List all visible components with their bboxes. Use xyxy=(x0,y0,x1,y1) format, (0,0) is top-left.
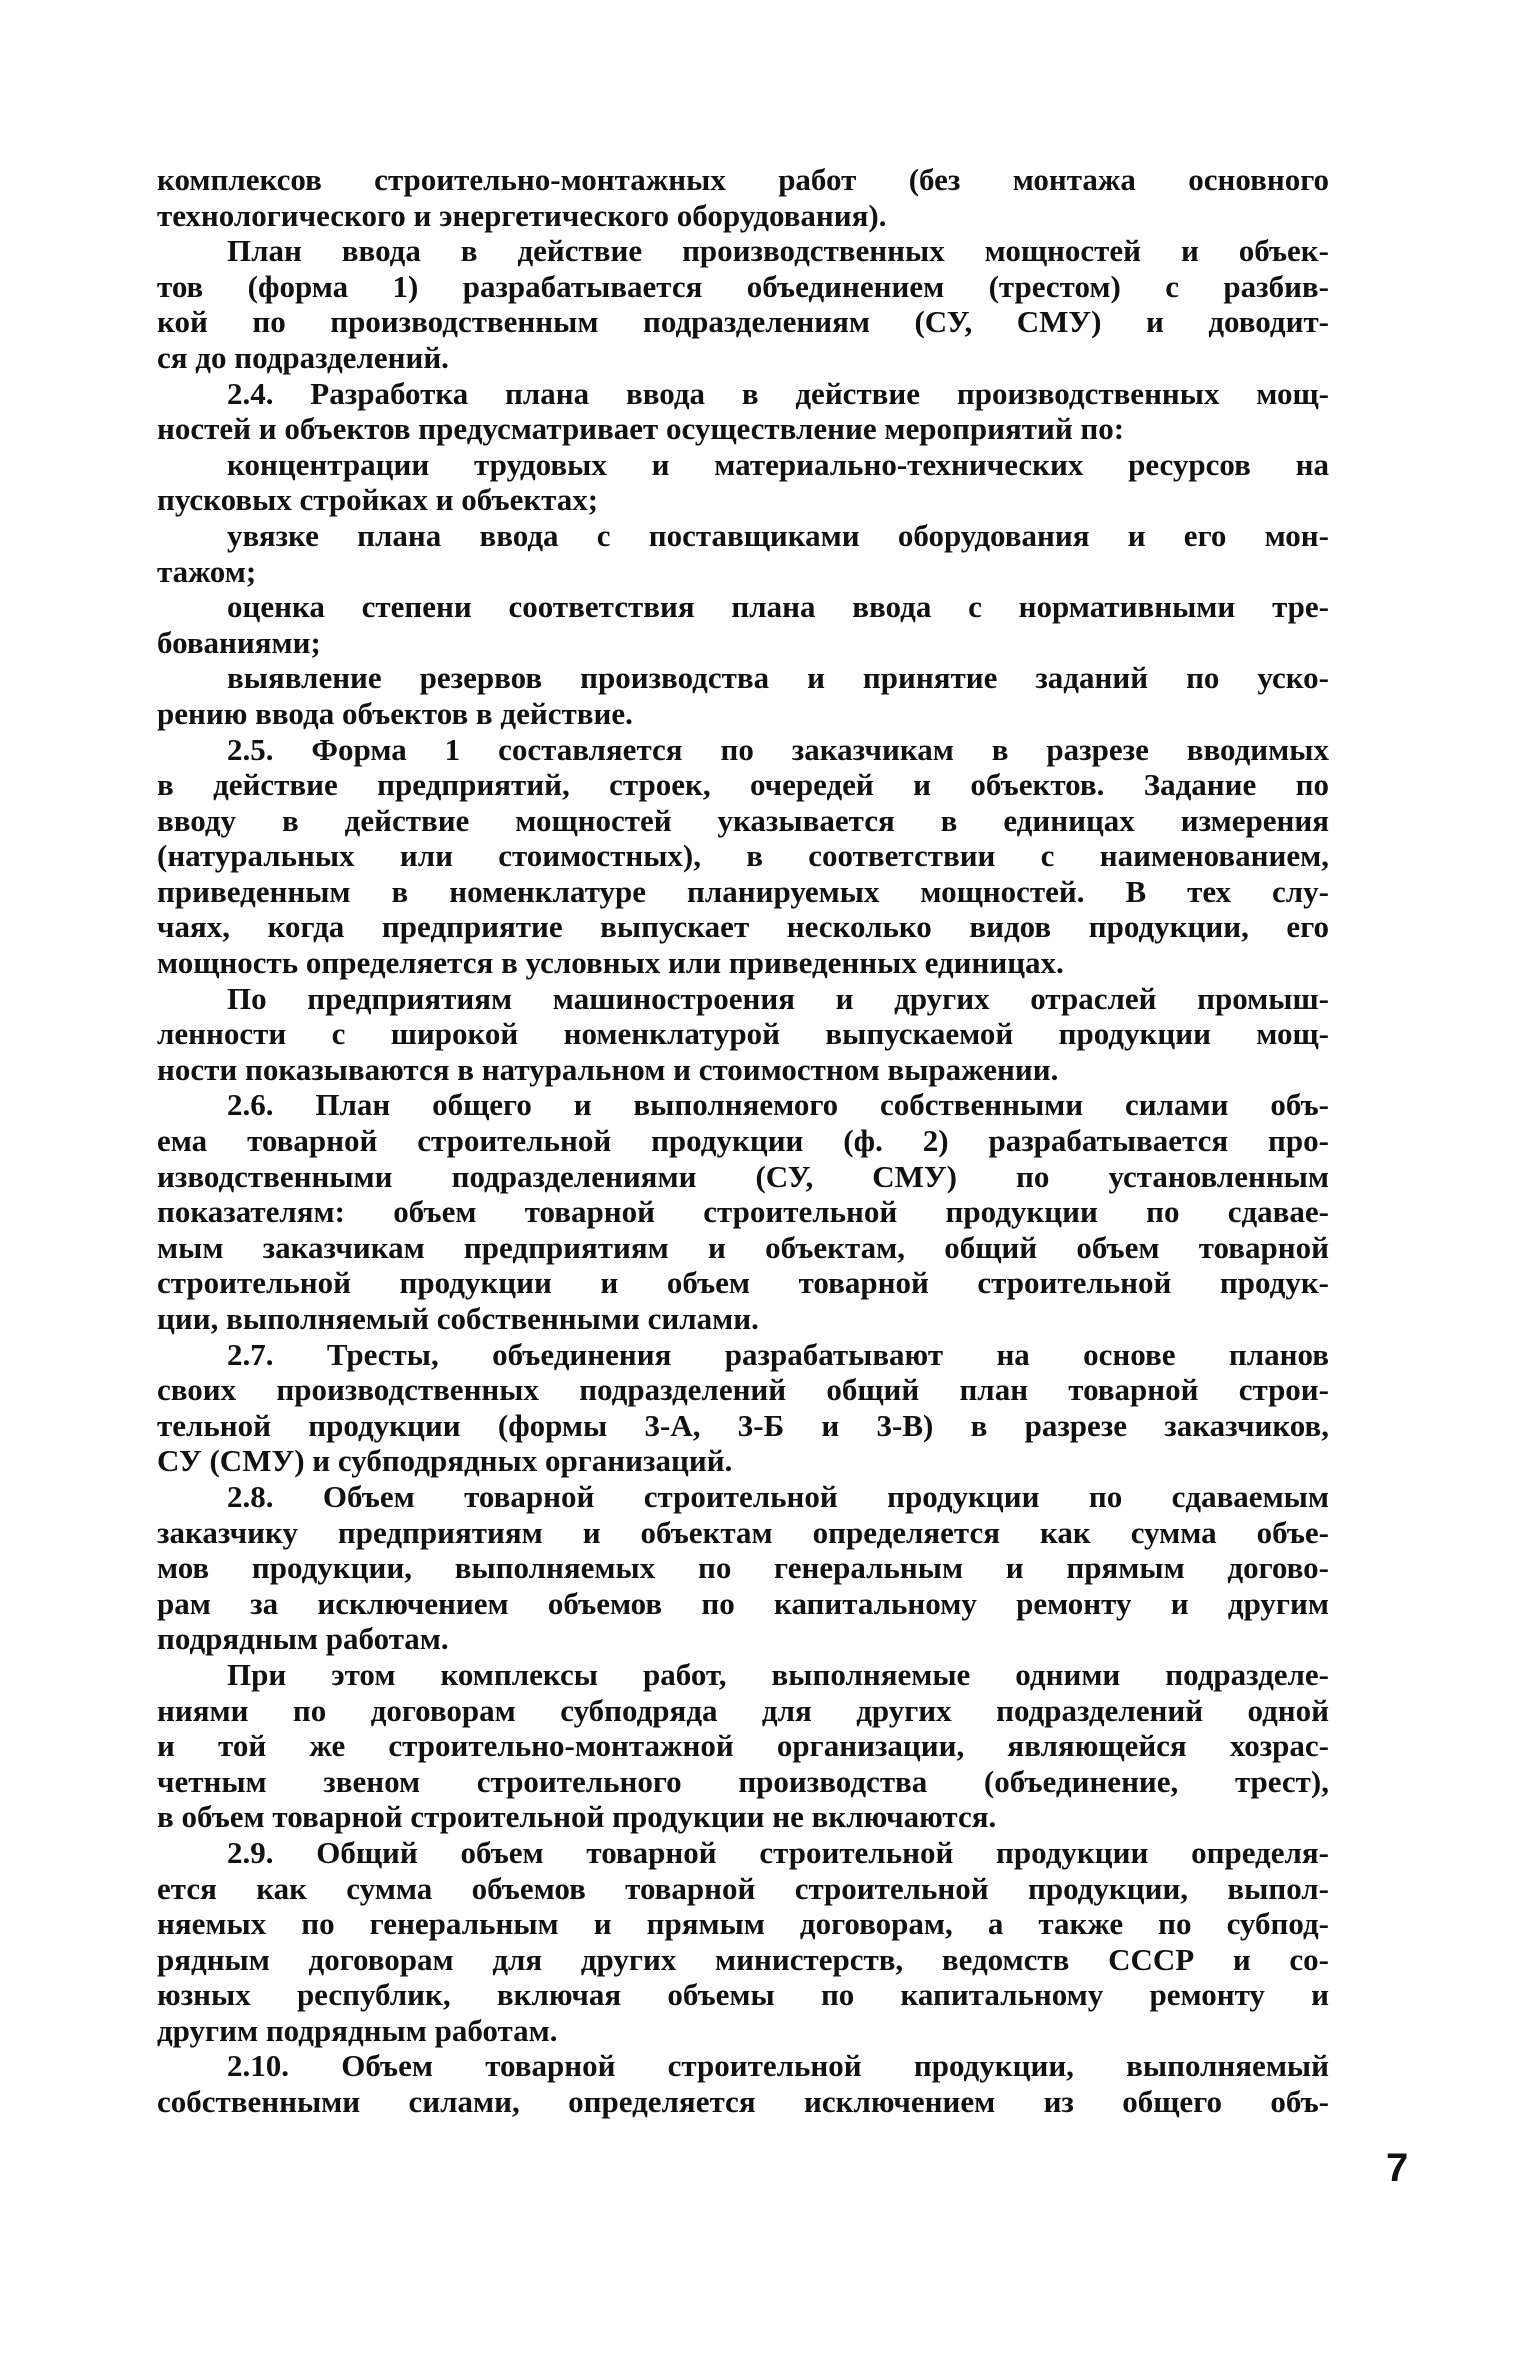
text-line: ся до подразделений. xyxy=(157,339,449,375)
text-line: (натуральных или стоимостных), в соответствии с наименованием, xyxy=(157,838,1329,874)
text-line: строительной продукции и объем товарной строительной продук- xyxy=(157,1265,1329,1301)
paragraph xyxy=(157,518,1329,589)
paragraph xyxy=(157,1479,1329,1657)
text-line: мов продукции, выполняемых по генеральным и прямым догово- xyxy=(157,1550,1329,1586)
text-line: пусковых стройках и объектах; xyxy=(157,482,599,518)
paragraph xyxy=(157,981,1329,1088)
text-line: юзных республик, включая объемы по капитальному ремонту и xyxy=(157,1977,1329,2013)
text-line: мощность определяется в условных или приведенных единицах. xyxy=(157,945,1064,981)
text-line: тов (форма 1) разрабатывается объединением (трестом) с разбив- xyxy=(157,268,1329,304)
text-line: концентрации трудовых и материально-технических ресурсов на xyxy=(227,446,1329,482)
text-line: ностей и объектов предусматривает осуществление мероприятий по: xyxy=(157,411,1125,447)
text-line: оценка степени соответствия плана ввода с нормативными тре- xyxy=(227,589,1329,625)
text-line: изводственными подразделениями (СУ, СМУ) по установленным xyxy=(157,1158,1329,1194)
text-line: своих производственных подразделений общий план товарной строи- xyxy=(157,1372,1329,1408)
text-line: 2.4. Разработка плана ввода в действие производственных мощ- xyxy=(227,375,1329,411)
text-line: 2.8. Объем товарной строительной продукции по сдаваемым xyxy=(227,1478,1329,1514)
text-line: ленности с широкой номенклатурой выпускаемой продукции мощ- xyxy=(157,1016,1329,1052)
text-line: План ввода в действие производственных мощностей и объек- xyxy=(227,233,1329,269)
text-line: При этом комплексы работ, выполняемые одними подразделе- xyxy=(227,1656,1329,1692)
text-line: 2.7. Тресты, объединения разрабатывают на основе планов xyxy=(227,1336,1329,1372)
paragraph xyxy=(157,162,1329,233)
text-line: технологического и энергетического оборудования). xyxy=(157,197,887,233)
text-line: увязке плана ввода с поставщиками оборудования и его мон- xyxy=(227,517,1329,553)
paragraph xyxy=(157,732,1329,981)
text-line: рядным договорам для других министерств, ведомств СССР и со- xyxy=(157,1941,1329,1977)
text-line: приведенным в номенклатуре планируемых мощностей. В тех слу- xyxy=(157,873,1329,909)
text-line: По предприятиям машиностроения и других отраслей промыш- xyxy=(227,980,1329,1016)
text-line: 2.5. Форма 1 составляется по заказчикам в разрезе вводимых xyxy=(227,731,1329,767)
text-line: ема товарной строительной продукции (ф. 2) разрабатывается про- xyxy=(157,1123,1329,1159)
paragraph xyxy=(157,376,1329,447)
text-line: показателям: объем товарной строительной продукции по сдавае- xyxy=(157,1194,1329,1230)
paragraph xyxy=(157,447,1329,518)
paragraph xyxy=(157,1337,1329,1479)
text-line: собственными силами, определяется исключением из общего объ- xyxy=(157,2084,1329,2120)
text-line: 2.6. План общего и выполняемого собственными силами объ- xyxy=(227,1087,1329,1123)
page-number: 7 xyxy=(1386,2146,1409,2190)
text-line: рению ввода объектов в действие. xyxy=(157,695,633,731)
paragraph xyxy=(157,589,1329,660)
paragraph xyxy=(157,1657,1329,1835)
text-line: вводу в действие мощностей указывается в единицах измерения xyxy=(157,802,1329,838)
text-line: подрядным работам. xyxy=(157,1621,449,1657)
text-line: рам за исключением объемов по капитальному ремонту и другим xyxy=(157,1585,1329,1621)
paragraph xyxy=(157,2048,1329,2119)
text-line: ции, выполняемый собственными силами. xyxy=(157,1301,759,1336)
text-line: комплексов строительно-монтажных работ (без монтажа основного xyxy=(157,162,1329,197)
paragraph xyxy=(157,233,1329,375)
paragraph xyxy=(157,1087,1329,1336)
text-line: ется как сумма объемов товарной строительной продукции, выпол- xyxy=(157,1870,1329,1906)
text-line: кой по производственным подразделениям (СУ, СМУ) и доводит- xyxy=(157,304,1329,340)
text-line: ниями по договорам субподряда для других подразделений одной xyxy=(157,1692,1329,1728)
text-line: в действие предприятий, строек, очередей и объектов. Задание по xyxy=(157,767,1329,803)
text-line: заказчику предприятиям и объектам определяется как сумма объе- xyxy=(157,1514,1329,1550)
text-line: СУ (СМУ) и субподрядных организаций. xyxy=(157,1443,733,1479)
document-body xyxy=(157,162,1329,2120)
text-line: четным звеном строительного производства (объединение, трест), xyxy=(157,1763,1329,1799)
text-line: ности показываются в натуральном и стоимостном выражении. xyxy=(157,1051,1059,1087)
text-line: бованиями; xyxy=(157,624,321,660)
text-line: в объем товарной строительной продукции не включаются. xyxy=(157,1799,997,1835)
text-line: выявление резервов производства и принятие заданий по уско- xyxy=(227,660,1329,696)
text-line: и той же строительно-монтажной организации, являющейся хозрас- xyxy=(157,1728,1329,1764)
text-line: тажом; xyxy=(157,553,257,589)
text-line: мым заказчикам предприятиям и объектам, общий объем товарной xyxy=(157,1229,1329,1265)
text-line: няемых по генеральным и прямым договорам, а также по субпод- xyxy=(157,1906,1329,1942)
text-line: 2.10. Объем товарной строительной продукции, выполняемый xyxy=(227,2048,1329,2084)
paragraph xyxy=(157,1835,1329,2049)
paragraph xyxy=(157,660,1329,731)
text-line: 2.9. Общий объем товарной строительной продукции определя- xyxy=(227,1834,1329,1870)
text-line: тельной продукции (формы 3-А, 3-Б и 3-В) в разрезе заказчиков, xyxy=(157,1407,1329,1443)
text-line: чаях, когда предприятие выпускает несколько видов продукции, его xyxy=(157,909,1329,945)
text-line: другим подрядным работам. xyxy=(157,2012,558,2048)
